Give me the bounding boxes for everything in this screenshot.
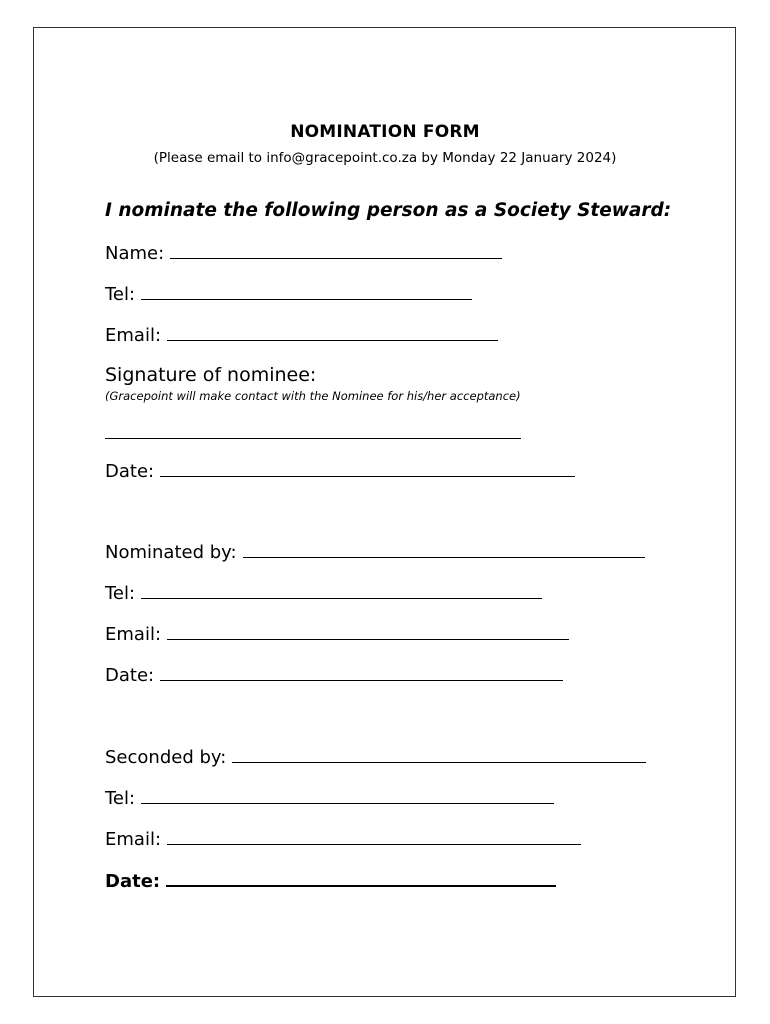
nominator-date-line[interactable] <box>160 664 563 681</box>
nominator-email-field[interactable] <box>105 623 569 646</box>
form-title: NOMINATION FORM <box>290 122 480 142</box>
seconded-by-label: Seconded by: <box>105 747 227 768</box>
form-heading: I nominate the following person as a Society Steward: <box>105 200 672 221</box>
nominator-email-line[interactable] <box>167 623 569 640</box>
seconder-date-field[interactable] <box>105 869 556 893</box>
nominee-date-field[interactable] <box>105 460 575 483</box>
nominee-name-field[interactable] <box>105 242 502 265</box>
seconder-tel-label: Tel: <box>105 788 136 809</box>
nominator-tel-label: Tel: <box>105 583 136 604</box>
nominated-by-field[interactable] <box>105 541 645 564</box>
nominee-date-line[interactable] <box>160 460 575 477</box>
nominee-signature-label: Signature of nominee: <box>105 364 317 386</box>
nominator-date-field[interactable] <box>105 664 563 687</box>
nominee-email-line[interactable] <box>167 324 498 341</box>
seconded-by-field[interactable] <box>105 746 646 769</box>
nominee-email-label: Email: <box>105 325 162 346</box>
nominator-tel-line[interactable] <box>141 582 542 599</box>
seconder-email-field[interactable] <box>105 828 581 851</box>
nominee-signature-line[interactable] <box>105 438 521 439</box>
nominee-tel-label: Tel: <box>105 284 136 305</box>
nominated-by-line[interactable] <box>243 541 645 558</box>
seconder-tel-field[interactable] <box>105 787 554 810</box>
nominator-date-label: Date: <box>105 665 155 686</box>
seconder-tel-line[interactable] <box>141 787 554 804</box>
nominator-email-label: Email: <box>105 624 162 645</box>
seconded-by-line[interactable] <box>232 746 646 763</box>
nominee-date-label: Date: <box>105 461 155 482</box>
seconder-date-label: Date: <box>105 871 161 892</box>
nominee-name-line[interactable] <box>170 242 502 259</box>
seconder-email-line[interactable] <box>167 828 581 845</box>
nominee-tel-line[interactable] <box>141 283 472 300</box>
page-border <box>33 27 736 997</box>
nominee-name-label: Name: <box>105 243 165 264</box>
nominee-email-field[interactable] <box>105 324 498 347</box>
form-subtitle: (Please email to info@gracepoint.co.za by Monday 22 January 2024) <box>153 150 617 166</box>
nominee-tel-field[interactable] <box>105 283 472 306</box>
nominated-by-label: Nominated by: <box>105 542 237 563</box>
seconder-email-label: Email: <box>105 829 162 850</box>
nominator-tel-field[interactable] <box>105 582 542 605</box>
seconder-date-line[interactable] <box>166 869 556 887</box>
nominee-signature-note: (Gracepoint will make contact with the Nominee for his/her acceptance) <box>105 389 521 403</box>
